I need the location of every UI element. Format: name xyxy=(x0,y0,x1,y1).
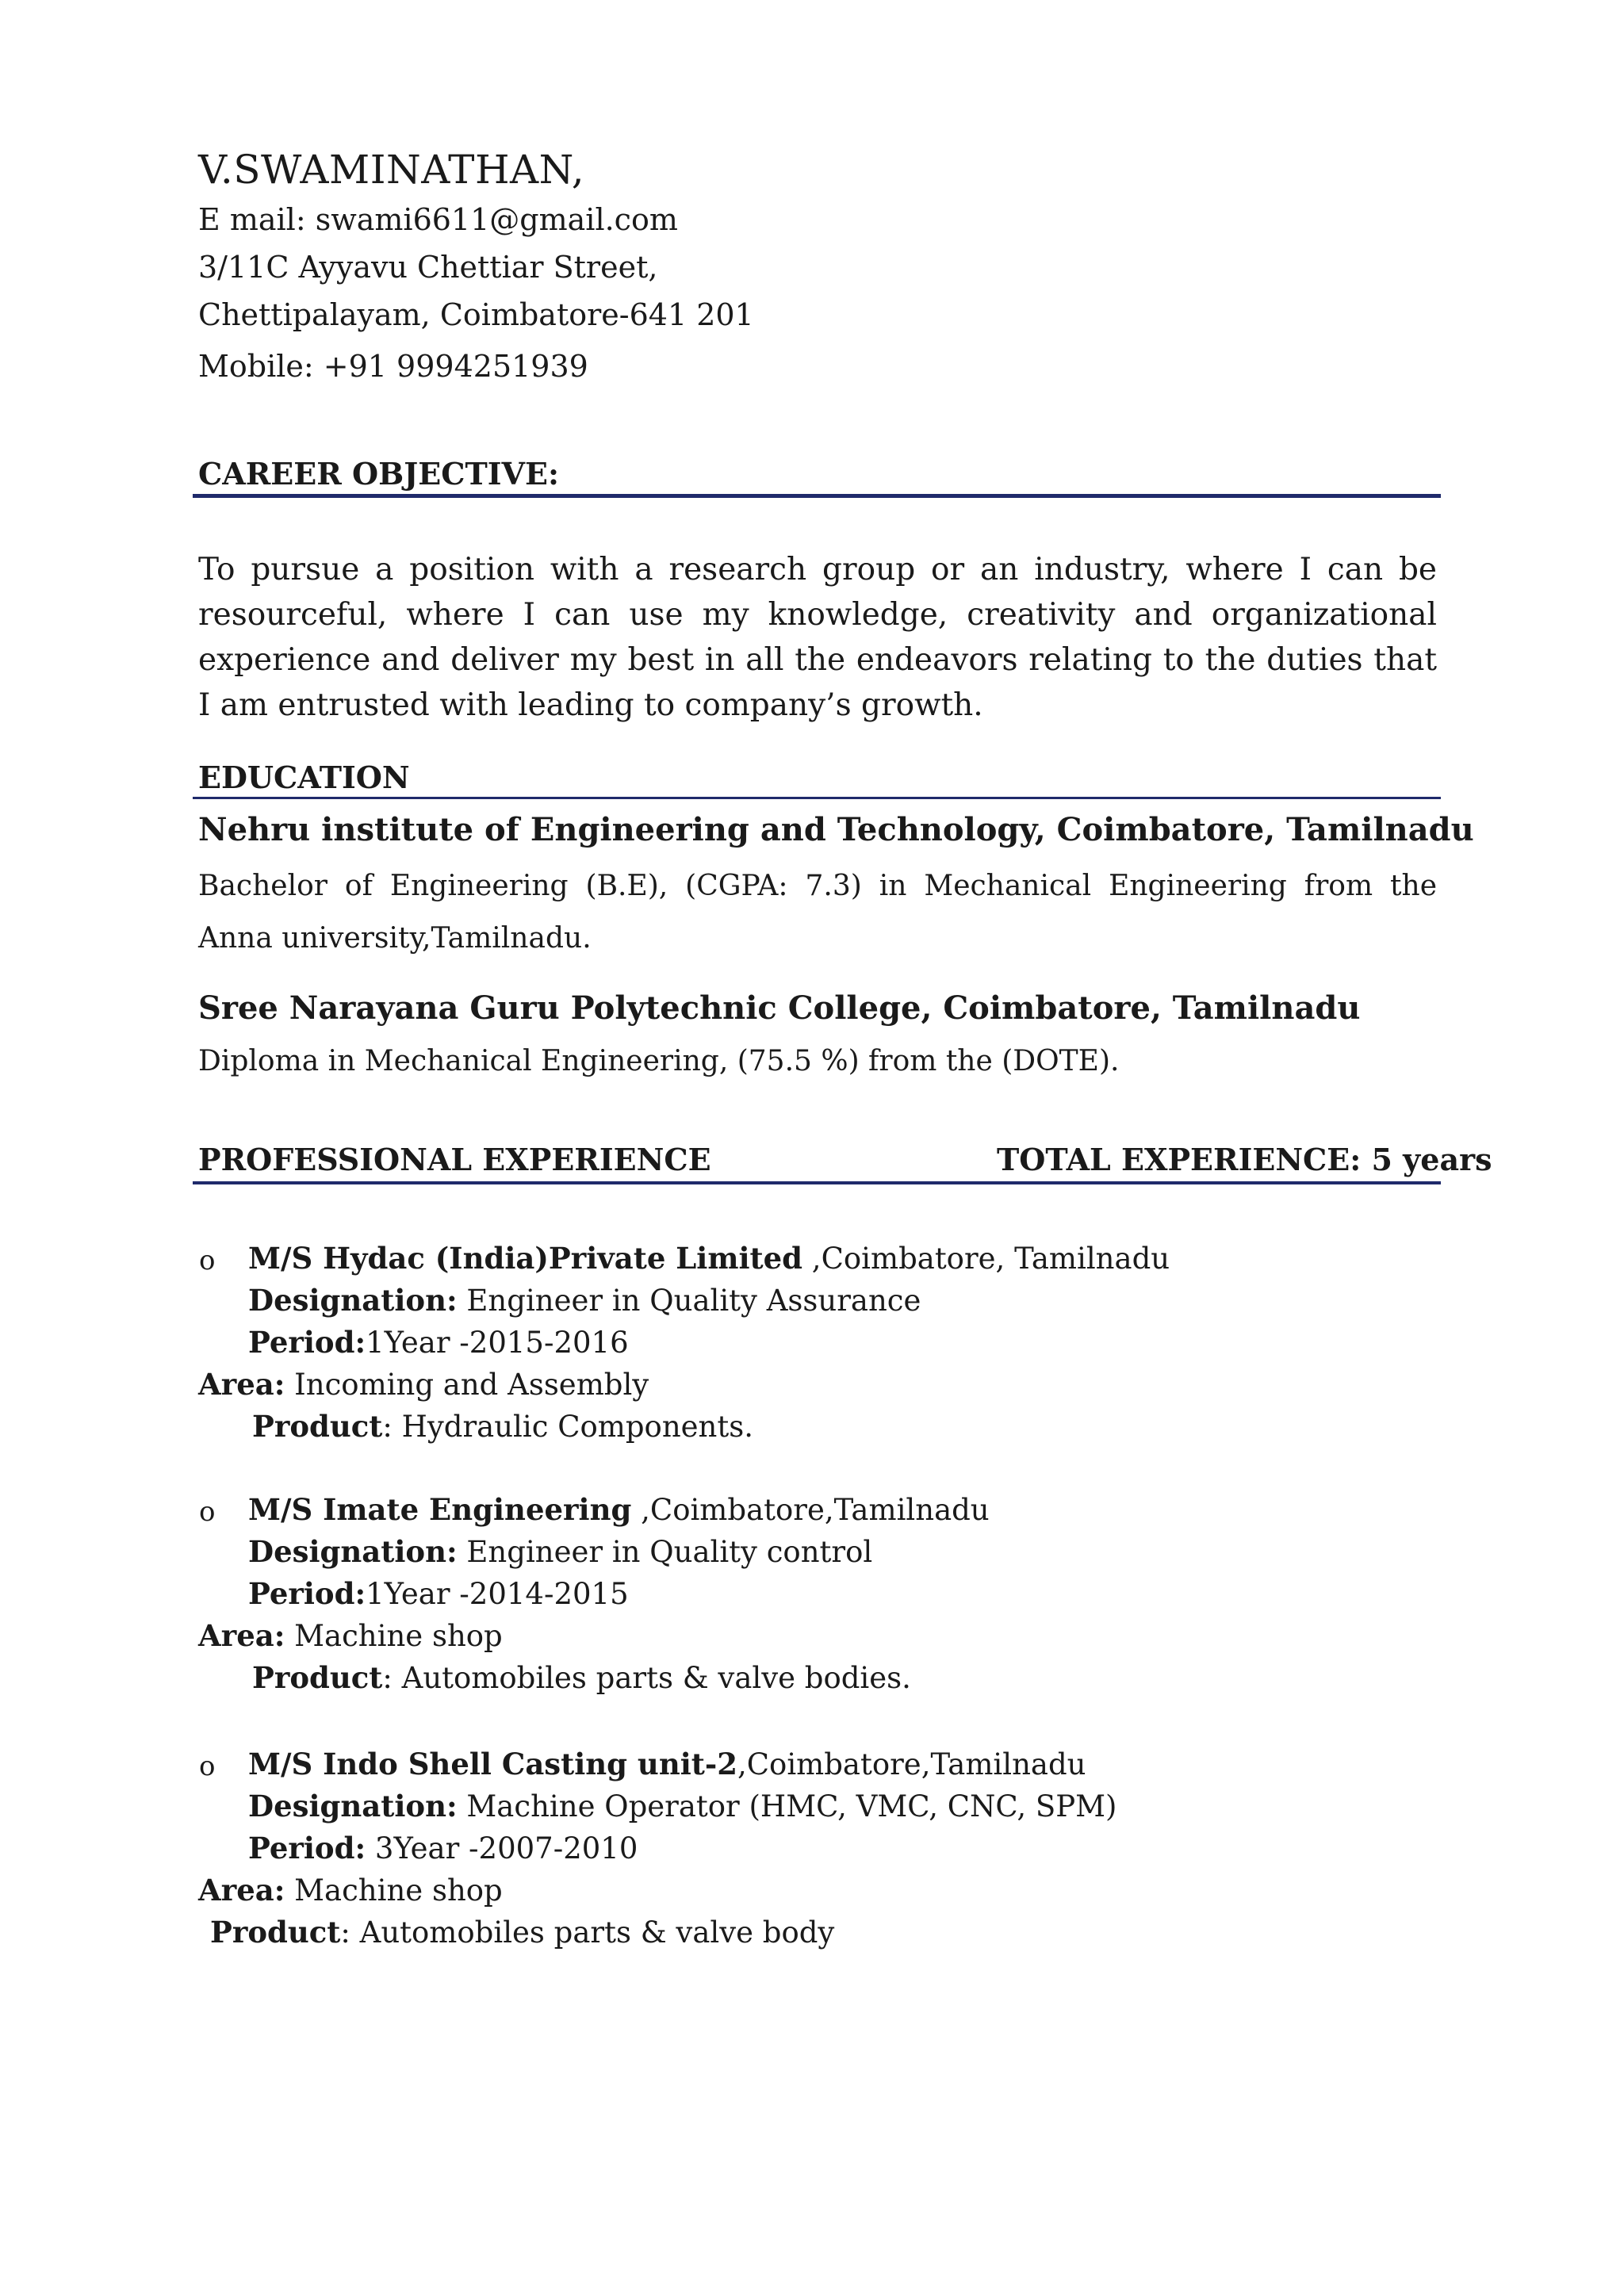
company-location: ,Coimbatore,Tamilnadu xyxy=(631,1493,990,1527)
institution-name: Nehru institute of Engineering and Technology, Coimbatore, Tamilnadu xyxy=(198,811,1474,848)
area-value: Machine shop xyxy=(294,1619,503,1653)
company-name: M/S Imate Engineering xyxy=(248,1492,632,1527)
area-value: Incoming and Assembly xyxy=(294,1368,649,1402)
company-location: ,Coimbatore,Tamilnadu xyxy=(737,1747,1086,1781)
product-label: Product xyxy=(210,1915,341,1950)
career-objective-divider xyxy=(193,494,1441,498)
job-company-line xyxy=(248,1747,1086,1781)
education-divider xyxy=(193,797,1441,799)
product-value: : Automobiles parts & valve bodies. xyxy=(382,1661,911,1695)
period-value: 1Year -2015-2016 xyxy=(366,1326,629,1360)
company-name: M/S Hydac (India)Private Limited xyxy=(248,1241,803,1276)
job-area xyxy=(198,1367,649,1402)
designation-value: Engineer in Quality Assurance xyxy=(466,1284,921,1318)
career-objective-text: To pursue a position with a research group or an industry, where I can be resourceful, where I can use my knowledge, creativity and organizational experience and deliver my best in all the endeavors relating to the duties that I am entrusted with leading to company’s growth. xyxy=(198,552,1437,723)
institution-name: Sree Narayana Guru Polytechnic College, Coimbatore, Tamilnadu xyxy=(198,989,1361,1027)
product-label: Product xyxy=(252,1660,383,1695)
experience-heading: PROFESSIONAL EXPERIENCE xyxy=(198,1142,711,1177)
job-period xyxy=(248,1325,629,1360)
job-designation xyxy=(248,1283,921,1318)
period-label: Period: xyxy=(248,1576,366,1611)
job-area xyxy=(198,1873,503,1908)
job-product xyxy=(210,1915,834,1950)
designation-value: Machine Operator (HMC, VMC, CNC, SPM) xyxy=(466,1789,1117,1823)
address-line-2: Chettipalayam, Coimbatore-641 201 xyxy=(198,297,754,332)
bullet-marker: o xyxy=(199,1751,216,1782)
candidate-name: V.SWAMINATHAN, xyxy=(198,147,585,193)
area-value: Machine shop xyxy=(294,1873,503,1908)
career-objective-heading: CAREER OBJECTIVE: xyxy=(198,456,559,492)
area-label: Area: xyxy=(198,1618,285,1653)
bullet-marker: o xyxy=(199,1245,216,1276)
designation-label: Designation: xyxy=(248,1789,458,1823)
period-value: 3Year -2007-2010 xyxy=(366,1831,638,1866)
bullet-marker: o xyxy=(199,1496,216,1528)
mobile-line: Mobile: +91 9994251939 xyxy=(198,349,588,384)
designation-value: Engineer in Quality control xyxy=(466,1535,873,1569)
designation-label: Designation: xyxy=(248,1283,458,1318)
address-line-1: 3/11C Ayyavu Chettiar Street, xyxy=(198,250,658,285)
product-label: Product xyxy=(252,1409,383,1444)
period-label: Period: xyxy=(248,1325,366,1360)
job-period xyxy=(248,1576,629,1611)
area-label: Area: xyxy=(198,1873,285,1908)
designation-label: Designation: xyxy=(248,1534,458,1569)
job-product xyxy=(252,1409,753,1444)
job-period xyxy=(248,1831,638,1866)
job-company-line xyxy=(248,1492,990,1527)
company-name: M/S Indo Shell Casting unit-2 xyxy=(248,1747,737,1781)
company-location: ,Coimbatore, Tamilnadu xyxy=(802,1242,1170,1276)
degree-detail: Bachelor of Engineering (B.E), (CGPA: 7.3) in Mechanical Engineering from the Anna university,Tamilnadu. xyxy=(198,870,1437,955)
education-heading: EDUCATION xyxy=(198,760,410,795)
period-label: Period: xyxy=(248,1831,366,1866)
diploma-detail: Diploma in Mechanical Engineering, (75.5 %) from the (DOTE). xyxy=(198,1045,1120,1077)
product-value: : Hydraulic Components. xyxy=(382,1410,754,1444)
job-designation xyxy=(248,1789,1116,1823)
job-area xyxy=(198,1618,503,1653)
period-value: 1Year -2014-2015 xyxy=(366,1577,629,1611)
total-experience: TOTAL EXPERIENCE: 5 years xyxy=(997,1142,1492,1177)
area-label: Area: xyxy=(198,1367,285,1402)
email-line: E mail: swami6611@gmail.com xyxy=(198,202,678,237)
job-company-line xyxy=(248,1241,1170,1276)
job-product xyxy=(252,1660,911,1695)
job-designation xyxy=(248,1534,872,1569)
experience-divider xyxy=(193,1181,1441,1184)
product-value: : Automobiles parts & valve body xyxy=(340,1915,835,1950)
